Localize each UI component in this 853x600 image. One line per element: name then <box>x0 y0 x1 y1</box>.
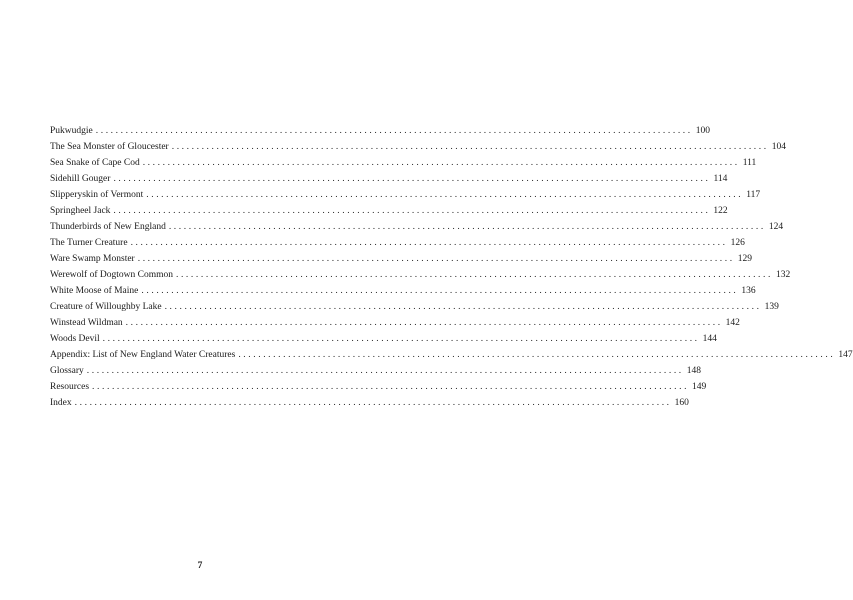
dot-leader: ........................................................................................................................ <box>95 126 693 136</box>
toc-entry <box>50 363 702 379</box>
toc-entry-page: 147 <box>838 350 853 360</box>
toc-entry-title: Pukwudgie <box>50 126 93 136</box>
toc-entry-page: 139 <box>764 302 779 312</box>
dot-leader: ........................................................................................................................ <box>125 318 723 328</box>
dot-leader: ........................................................................................................................ <box>86 366 684 376</box>
dot-leader: ........................................................................................................................ <box>102 334 700 344</box>
toc-entry-page: 114 <box>713 174 728 184</box>
toc-entry <box>50 139 786 155</box>
toc-entry <box>50 251 752 267</box>
toc-entry-title: Glossary <box>50 366 84 376</box>
toc-entry <box>50 203 728 219</box>
toc-entry-page: 122 <box>713 206 728 216</box>
dot-leader: ........................................................................................................................ <box>130 238 728 248</box>
dot-leader: ........................................................................................................................ <box>113 206 711 216</box>
dot-leader: ........................................................................................................................ <box>74 398 672 408</box>
toc-entry-page: 117 <box>746 190 761 200</box>
toc-entry-page: 132 <box>775 270 791 280</box>
toc-entry-title: Index <box>50 398 72 408</box>
toc-entry-title: Sea Snake of Cape Cod <box>50 158 140 168</box>
toc-entry <box>50 379 707 395</box>
toc-entry <box>50 331 717 347</box>
toc-entry-title: Creature of Willoughby Lake <box>50 302 162 312</box>
toc-entry-title: Werewolf of Dogtown Common <box>50 270 173 280</box>
toc-entry-title: Sidehill Gouger <box>50 174 111 184</box>
toc-entry-page: 104 <box>771 142 786 152</box>
toc-entry-page: 126 <box>730 238 745 248</box>
toc-entry <box>50 267 791 283</box>
dot-leader: ........................................................................................................................ <box>168 222 766 232</box>
toc-entry <box>50 299 779 315</box>
toc-entry <box>50 347 853 363</box>
toc-entry-title: Woods Devil <box>50 334 100 344</box>
toc-entry <box>50 219 784 235</box>
dot-leader: ........................................................................................................................ <box>164 302 762 312</box>
dot-leader: ........................................................................................................................ <box>113 174 711 184</box>
page-number: 7 <box>197 561 203 571</box>
dot-leader: ........................................................................................................................ <box>146 190 744 200</box>
toc-entry-page: 136 <box>741 286 756 296</box>
toc-entry-title: Springheel Jack <box>50 206 111 216</box>
toc-entry <box>50 187 761 203</box>
dot-leader: ........................................................................................................................ <box>171 142 769 152</box>
toc-entry <box>50 235 745 251</box>
toc-entry <box>50 283 756 299</box>
toc-entry <box>50 123 710 139</box>
toc-entry-title: The Turner Creature <box>50 238 128 248</box>
toc-entry-title: Thunderbirds of New England <box>50 222 166 232</box>
dot-leader: ........................................................................................................................ <box>137 254 735 264</box>
toc-entry-page: 144 <box>702 334 717 344</box>
toc-entry-title: The Sea Monster of Gloucester <box>50 142 169 152</box>
dot-leader: ........................................................................................................................ <box>142 158 740 168</box>
toc-entry-page: 129 <box>737 254 752 264</box>
toc-entry-title: Appendix: List of New England Water Creatures <box>50 350 236 360</box>
toc-entry <box>50 395 689 411</box>
toc-entry <box>50 155 757 171</box>
dot-leader: ........................................................................................................................ <box>92 382 690 392</box>
toc-entry-page: 111 <box>742 158 757 168</box>
toc-entry-title: Ware Swamp Monster <box>50 254 135 264</box>
table-of-contents <box>50 123 853 411</box>
toc-entry-title: Winstead Wildman <box>50 318 123 328</box>
toc-entry-page: 124 <box>768 222 784 232</box>
dot-leader: ........................................................................................................................ <box>238 350 836 360</box>
toc-entry-page: 148 <box>686 366 702 376</box>
toc-entry-title: Slipperyskin of Vermont <box>50 190 144 200</box>
toc-entry-title: White Moose of Maine <box>50 286 139 296</box>
toc-entry <box>50 315 740 331</box>
toc-entry <box>50 171 728 187</box>
toc-entry-page: 149 <box>692 382 707 392</box>
dot-leader: ........................................................................................................................ <box>175 270 773 280</box>
dot-leader: ........................................................................................................................ <box>141 286 739 296</box>
toc-entry-title: Resources <box>50 382 90 392</box>
toc-entry-page: 160 <box>674 398 689 408</box>
toc-entry-page: 142 <box>725 318 740 328</box>
toc-entry-page: 100 <box>695 126 710 136</box>
